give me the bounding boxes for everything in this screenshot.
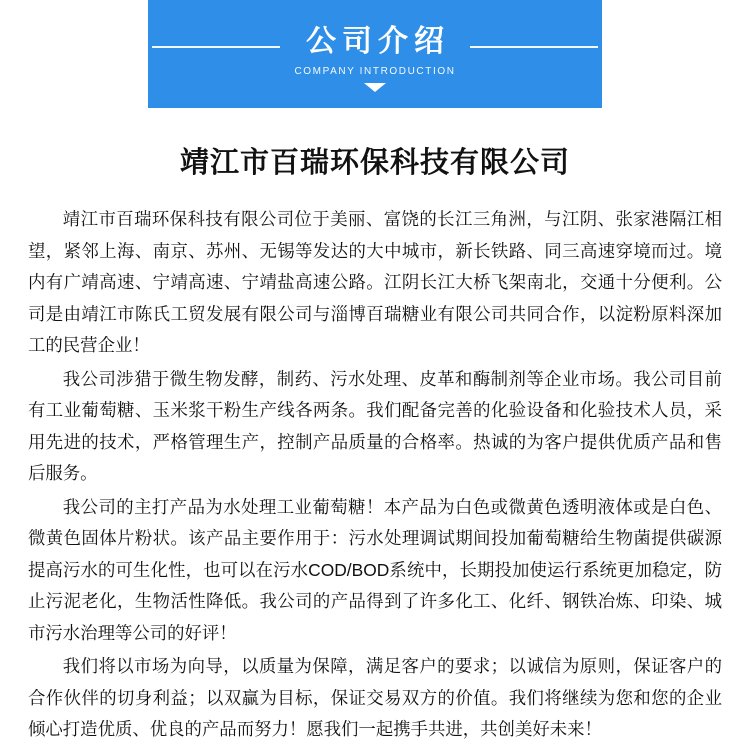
banner-text-block: [0, 0, 750, 108]
paragraph-list: [28, 204, 722, 746]
company-introduction-banner: [0, 0, 750, 108]
triangle-down-icon: [364, 83, 386, 92]
banner-title: 公司介绍: [306, 25, 450, 58]
paragraph: 我们将以市场为向导，以质量为保障，满足客户的要求；以诚信为原则，保证客户的合作伙伴的切身利益；以双赢为目标，保证交易双方的价值。我们将继续为您和您的企业倾心打造优质、优良的产品而努力！愿我们一起携手共进，共创美好未来！: [28, 656, 722, 739]
paragraph: 我公司的主打产品为水处理工业葡萄糖！本产品为白色或微黄色透明液体或是白色、微黄色固体片粉状。该产品主要作用于：污水处理调试期间投加葡萄糖给生物菌提供碳源提高污水的可生化性，也可以在污水COD/BOD系统中，长期投加使运行系统更加稳定，防止污泥老化，生物活性降低。我公司的产品得到了许多化工、化纤、钢铁冶炼、印染、城市污水治理等公司的好评！: [28, 496, 722, 643]
paragraph: 我公司涉猎于微生物发酵，制药、污水处理、皮革和酶制剂等企业市场。我公司目前有工业葡萄糖、玉米浆干粉生产线各两条。我们配备完善的化验设备和化验技术人员，采用先进的技术，严格管理生产，控制产品质量的合格率。热诚的为客户提供优质产品和售后服务。: [28, 368, 722, 483]
page-title: 靖江市百瑞环保科技有限公司: [179, 147, 570, 179]
paragraph: 靖江市百瑞环保科技有限公司位于美丽、富饶的长江三角洲，与江阴、张家港隔江相望，紧邻上海、南京、苏州、无锡等发达的大中城市，新长铁路、同三高速穿境而过。境内有广靖高速、宁靖高速、宁靖盐高速公路。江阴长江大桥飞架南北，交通十分便利。公司是由靖江市陈氏工贸发展有限公司与淄博百瑞糖业有限公司共同合作，以淀粉原料深加工的民营企业！: [28, 209, 722, 355]
banner-subtitle: COMPANY INTRODUCTION: [294, 66, 456, 77]
document-content: [0, 144, 750, 746]
